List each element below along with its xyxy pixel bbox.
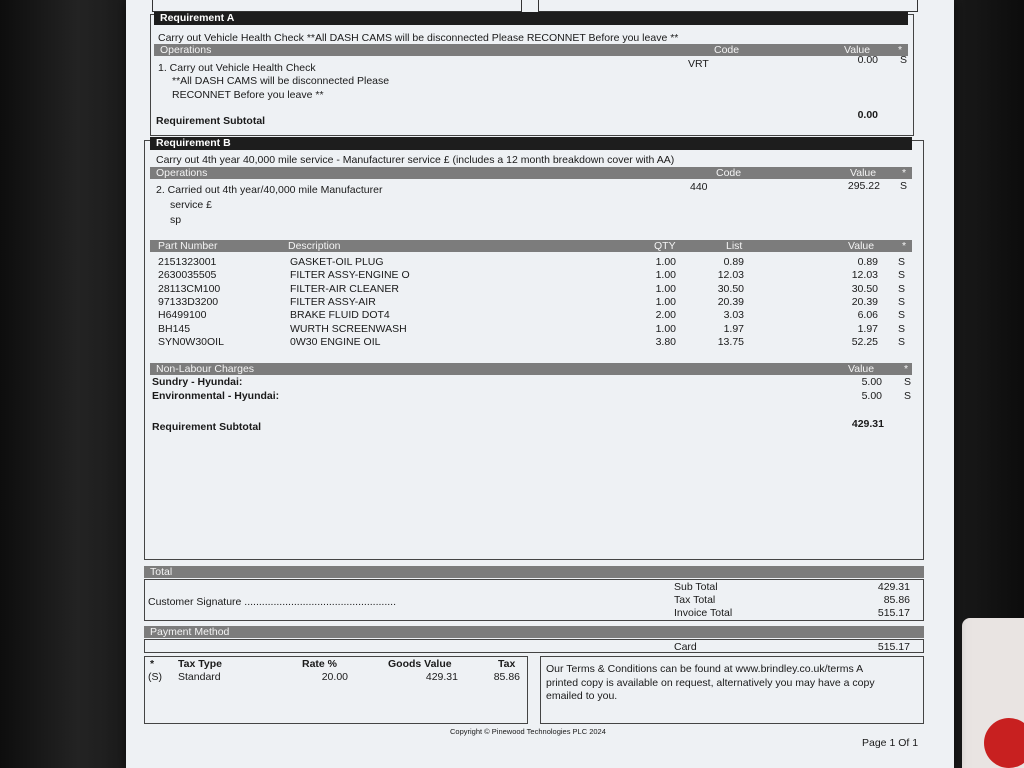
payment-method: Card: [674, 641, 697, 653]
part-list: 12.03: [717, 269, 744, 282]
requirement-b-op-flag: S: [900, 180, 908, 192]
background-card: [962, 618, 1024, 768]
payment-frame: [144, 639, 924, 653]
ops-header-star: *: [898, 44, 903, 56]
sub-total-value: 429.31: [877, 581, 910, 593]
total-header: [144, 566, 924, 578]
part-value: 20.39: [851, 295, 878, 308]
requirement-b-op-line2: service £: [170, 199, 213, 211]
payment-header-label: Payment Method: [150, 626, 230, 638]
part-description: GASKET-OIL PLUG: [290, 256, 384, 268]
total-header-label: Total: [150, 566, 173, 578]
invoice-total-label: Invoice Total: [674, 607, 733, 619]
ops-header-label: Operations: [156, 167, 208, 179]
non-labour-label: Sundry - Hyundai:: [152, 376, 243, 388]
copyright: Copyright © Pinewood Technologies PLC 2024: [450, 727, 606, 736]
part-row: [126, 256, 954, 269]
part-number: 2151323001: [158, 256, 217, 268]
part-value: 30.50: [851, 282, 878, 295]
tax-row-rate: 20.00: [321, 671, 348, 683]
requirement-a-title: Carry out Vehicle Health Check **All DASH CAMS will be disconnected Please RECONNET Before you leave **: [158, 32, 679, 44]
tax-total-value: 85.86: [883, 594, 910, 606]
non-labour-value: 5.00: [861, 376, 882, 388]
part-value: 12.03: [851, 269, 878, 282]
ops-header-value: Value: [844, 44, 871, 56]
requirement-a-op-code: VRT: [688, 58, 709, 70]
sub-total-label: Sub Total: [674, 581, 718, 593]
tax-total-label: Tax Total: [674, 594, 716, 606]
non-labour-label: Environmental - Hyundai:: [152, 390, 280, 402]
part-description: 0W30 ENGINE OIL: [290, 335, 381, 348]
requirement-a-subtotal-value: 0.00: [857, 109, 878, 121]
tax-row-goods: 429.31: [425, 671, 458, 683]
requirement-b-op-value: 295.22: [847, 180, 880, 192]
part-qty: 1.00: [655, 295, 676, 308]
ops-header-code: Code: [716, 167, 742, 179]
tax-row-code: (S): [148, 671, 162, 683]
parts-list: [126, 256, 954, 352]
requirement-a-op-line1: 1. Carry out Vehicle Health Check: [158, 62, 316, 74]
part-number: H6499100: [158, 309, 207, 322]
payment-amount: 515.17: [877, 641, 910, 653]
part-row: [126, 336, 954, 349]
part-qty: 2.00: [655, 309, 676, 322]
part-qty: 1.00: [655, 282, 676, 295]
page-number: Page 1 Of 1: [862, 737, 919, 749]
part-row: [126, 296, 954, 309]
part-row: [126, 323, 954, 336]
part-flag: S: [898, 256, 906, 268]
non-labour-row: [126, 376, 954, 389]
part-description: FILTER ASSY-ENGINE O: [290, 269, 410, 282]
part-description: BRAKE FLUID DOT4: [290, 309, 390, 322]
non-labour-value: 5.00: [861, 390, 882, 402]
parts-header-star: *: [902, 240, 907, 252]
tax-header-type: Tax Type: [178, 658, 222, 670]
card-red-logo: [984, 718, 1024, 768]
requirement-a-subtotal-label: Requirement Subtotal: [156, 115, 266, 127]
ops-header-code: Code: [714, 44, 740, 56]
part-number: 97133D3200: [158, 295, 219, 308]
background-seat-left: [0, 0, 130, 768]
tax-header-star: *: [150, 658, 155, 670]
part-row: [126, 309, 954, 322]
requirement-a-ops-header: [154, 44, 908, 56]
part-number: SYN0W30OIL: [158, 335, 224, 348]
part-list: 0.89: [723, 256, 744, 268]
part-list: 20.39: [717, 295, 744, 308]
tax-row-type: Standard: [178, 671, 221, 683]
parts-header-desc: Description: [288, 240, 341, 252]
part-list: 13.75: [717, 335, 744, 348]
requirement-b-ops-header: [150, 167, 912, 179]
terms-line1: Our Terms & Conditions can be found at www.brindley.co.uk/terms A: [546, 663, 864, 675]
part-qty: 1.00: [655, 322, 676, 335]
requirement-b-subtotal-value: 429.31: [851, 418, 884, 430]
requirement-a-op-line2: **All DASH CAMS will be disconnected Please: [172, 75, 390, 87]
customer-signature: Customer Signature ....................................................: [148, 596, 396, 608]
part-description: FILTER ASSY-AIR: [290, 295, 376, 308]
non-labour-header-star: *: [904, 363, 909, 375]
parts-header-part: Part Number: [158, 240, 218, 252]
part-flag: S: [898, 282, 906, 295]
parts-header-list: List: [726, 240, 743, 252]
part-list: 3.03: [723, 309, 744, 322]
tax-header-rate: Rate %: [302, 658, 338, 670]
ops-header-star: *: [902, 167, 907, 179]
requirement-a-op-flag: S: [900, 54, 908, 66]
invoice-total-value: 515.17: [877, 607, 910, 619]
non-labour-header-value: Value: [848, 363, 875, 375]
requirement-b-op-line3: sp: [170, 214, 182, 226]
terms-line2: printed copy is available on request, alternatively you may have a copy: [546, 677, 875, 689]
top-box-left: [152, 0, 522, 12]
part-flag: S: [898, 322, 906, 335]
part-number: BH145: [158, 322, 191, 335]
part-flag: S: [898, 309, 906, 322]
part-list: 30.50: [717, 282, 744, 295]
parts-header: [150, 240, 912, 252]
non-labour-flag: S: [904, 390, 912, 402]
tax-row-tax: 85.86: [493, 671, 520, 683]
part-number: 2630035505: [158, 269, 217, 282]
requirement-a-op-line3: RECONNET Before you leave **: [172, 89, 324, 101]
tax-header-goods: Goods Value: [388, 658, 452, 670]
parts-header-value: Value: [848, 240, 875, 252]
part-row: [126, 269, 954, 282]
non-labour-flag: S: [904, 376, 912, 388]
requirement-a-header: Requirement A: [154, 12, 908, 25]
part-flag: S: [898, 269, 906, 282]
invoice-page: [126, 0, 954, 768]
part-qty: 1.00: [655, 269, 676, 282]
ops-header-label: Operations: [160, 44, 212, 56]
requirement-a-op-value: 0.00: [857, 54, 878, 66]
non-labour-list: [126, 376, 954, 408]
part-value: 6.06: [857, 309, 878, 322]
part-number: 28113CM100: [158, 282, 221, 295]
non-labour-header-label: Non-Labour Charges: [156, 363, 255, 375]
tax-header-tax: Tax: [498, 658, 516, 670]
requirement-b-op-line1: 2. Carried out 4th year/40,000 mile Manufacturer: [156, 184, 383, 196]
part-list: 1.97: [723, 322, 744, 335]
requirement-b-subtotal-label: Requirement Subtotal: [152, 421, 262, 433]
requirement-b-op-code: 440: [690, 181, 708, 193]
parts-header-qty: QTY: [654, 240, 676, 252]
part-row: [126, 283, 954, 296]
non-labour-row: [126, 390, 954, 403]
part-flag: S: [898, 295, 906, 308]
top-box-right: [538, 0, 918, 12]
ops-header-value: Value: [850, 167, 877, 179]
requirement-b-title: Carry out 4th year 40,000 mile service - Manufacturer service £ (includes a 12 month breakdown cover with AA): [156, 154, 675, 166]
payment-header: [144, 626, 924, 638]
part-value: 1.97: [857, 322, 878, 335]
part-value: 0.89: [857, 256, 878, 268]
part-qty: 1.00: [655, 256, 676, 268]
part-description: FILTER-AIR CLEANER: [290, 282, 399, 295]
part-description: WURTH SCREENWASH: [290, 322, 407, 335]
non-labour-header: [150, 363, 912, 375]
part-flag: S: [898, 335, 906, 348]
terms-line3: emailed to you.: [546, 690, 618, 702]
part-qty: 3.80: [655, 335, 676, 348]
part-value: 52.25: [851, 335, 878, 348]
requirement-b-header: Requirement B: [150, 137, 912, 150]
